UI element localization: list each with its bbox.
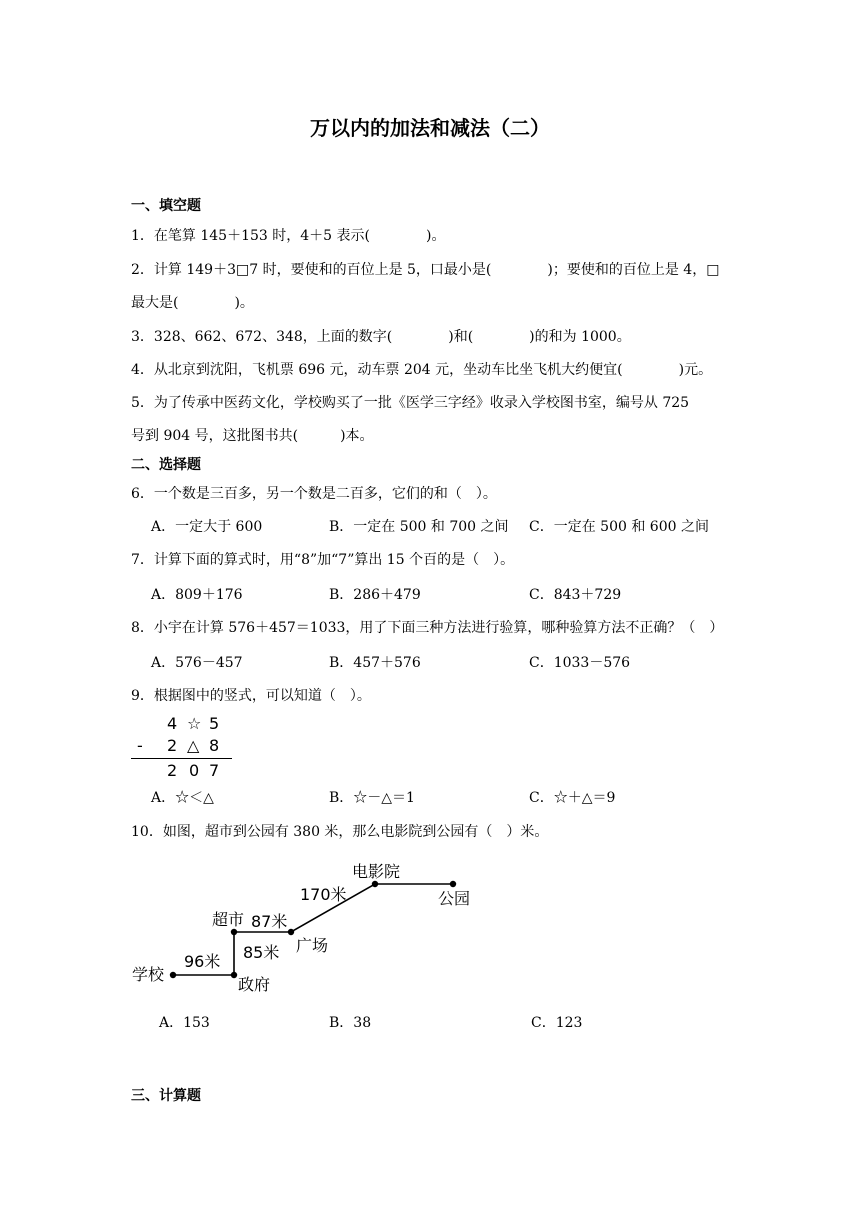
- question-10-option-c[interactable]: C．123: [531, 1015, 583, 1031]
- question-5-line-1: 5．为了传承中医药文化，学校购买了一批《医学三字经》收录入学校图书室，编号从 725: [131, 395, 690, 411]
- question-6-option-a[interactable]: A．一定大于 600: [151, 519, 263, 535]
- result-digit-3: 7: [209, 761, 220, 780]
- row2-digit-1: 2: [167, 736, 178, 755]
- star-symbol: ☆: [187, 714, 202, 733]
- row2-digit-3: 8: [209, 736, 220, 755]
- place-supermarket: 超市: [212, 910, 245, 929]
- distance-government-supermarket: 85米: [243, 943, 280, 962]
- question-7-option-c[interactable]: C．843＋729: [529, 587, 622, 603]
- question-3: 3．328、662、672、348，上面的数字( )和( )的和为 1000。: [131, 329, 631, 345]
- question-9-option-a[interactable]: A．☆＜△: [151, 790, 214, 806]
- question-7-option-a[interactable]: A．809＋176: [151, 587, 243, 603]
- place-school: 学校: [132, 965, 165, 984]
- question-10-option-b[interactable]: B．38: [329, 1015, 372, 1031]
- question-9-option-b[interactable]: B．☆－△＝1: [329, 790, 415, 806]
- question-8: 8．小宇在计算 576＋457＝1033，用了下面三种方法进行验算，哪种验算方法不正确？（ ）: [131, 620, 724, 636]
- place-government: 政府: [238, 975, 271, 994]
- question-10: 10．如图，超市到公园有 380 米，那么电影院到公园有（ ）米。: [131, 824, 549, 840]
- question-9-option-c[interactable]: C．☆＋△＝9: [529, 790, 616, 806]
- result-digit-2: 0: [189, 761, 200, 780]
- section-fill-blank: 一、填空题: [131, 198, 201, 214]
- section-multiple-choice: 二、选择题: [131, 457, 201, 473]
- question-2-line-1: 2．计算 149＋3□7 时，要使和的百位上是 5，口最小是( )；要使和的百位上是 4，□: [131, 262, 720, 278]
- question-1: 1．在笔算 145＋153 时，4＋5 表示( )。: [131, 228, 446, 244]
- question-6-option-c[interactable]: C．一定在 500 和 600 之间: [529, 519, 709, 535]
- minus-sign: -: [137, 736, 143, 755]
- place-square: 广场: [296, 936, 329, 955]
- question-10-option-a[interactable]: A．153: [159, 1015, 210, 1031]
- section-calculation: 三、计算题: [131, 1088, 201, 1104]
- question-5-line-2: 号到 904 号，这批图书共( )本。: [131, 428, 374, 444]
- distance-square-cinema: 170米: [300, 885, 347, 904]
- question-9: 9．根据图中的竖式，可以知道（ ）。: [131, 688, 371, 704]
- row1-digit-3: 5: [209, 714, 220, 733]
- place-cinema: 电影院: [352, 862, 401, 881]
- question-6: 6．一个数是三百多，另一个数是二百多，它们的和（ ）。: [131, 486, 497, 502]
- question-6-option-b[interactable]: B．一定在 500 和 700 之间: [329, 519, 509, 535]
- question-4: 4．从北京到沈阳，飞机票 696 元，动车票 204 元，坐动车比坐飞机大约便宜( )元。: [131, 362, 713, 378]
- result-digit-1: 2: [167, 761, 178, 780]
- question-7-option-b[interactable]: B．286＋479: [329, 587, 421, 603]
- triangle-symbol: △: [187, 736, 200, 755]
- page-title: 万以内的加法和减法（二）: [310, 116, 550, 140]
- question-7: 7．计算下面的算式时，用“8”加“7”算出 15 个百的是（ ）。: [131, 552, 515, 568]
- row1-digit-1: 4: [167, 714, 178, 733]
- distance-supermarket-square: 87米: [251, 912, 288, 931]
- place-park: 公园: [438, 889, 471, 908]
- question-8-option-a[interactable]: A．576－457: [151, 655, 243, 671]
- question-2-line-2: 最大是( )。: [131, 295, 254, 311]
- question-8-option-b[interactable]: B．457＋576: [329, 655, 421, 671]
- distance-school-government: 96米: [184, 952, 221, 971]
- question-8-option-c[interactable]: C．1033－576: [529, 655, 631, 671]
